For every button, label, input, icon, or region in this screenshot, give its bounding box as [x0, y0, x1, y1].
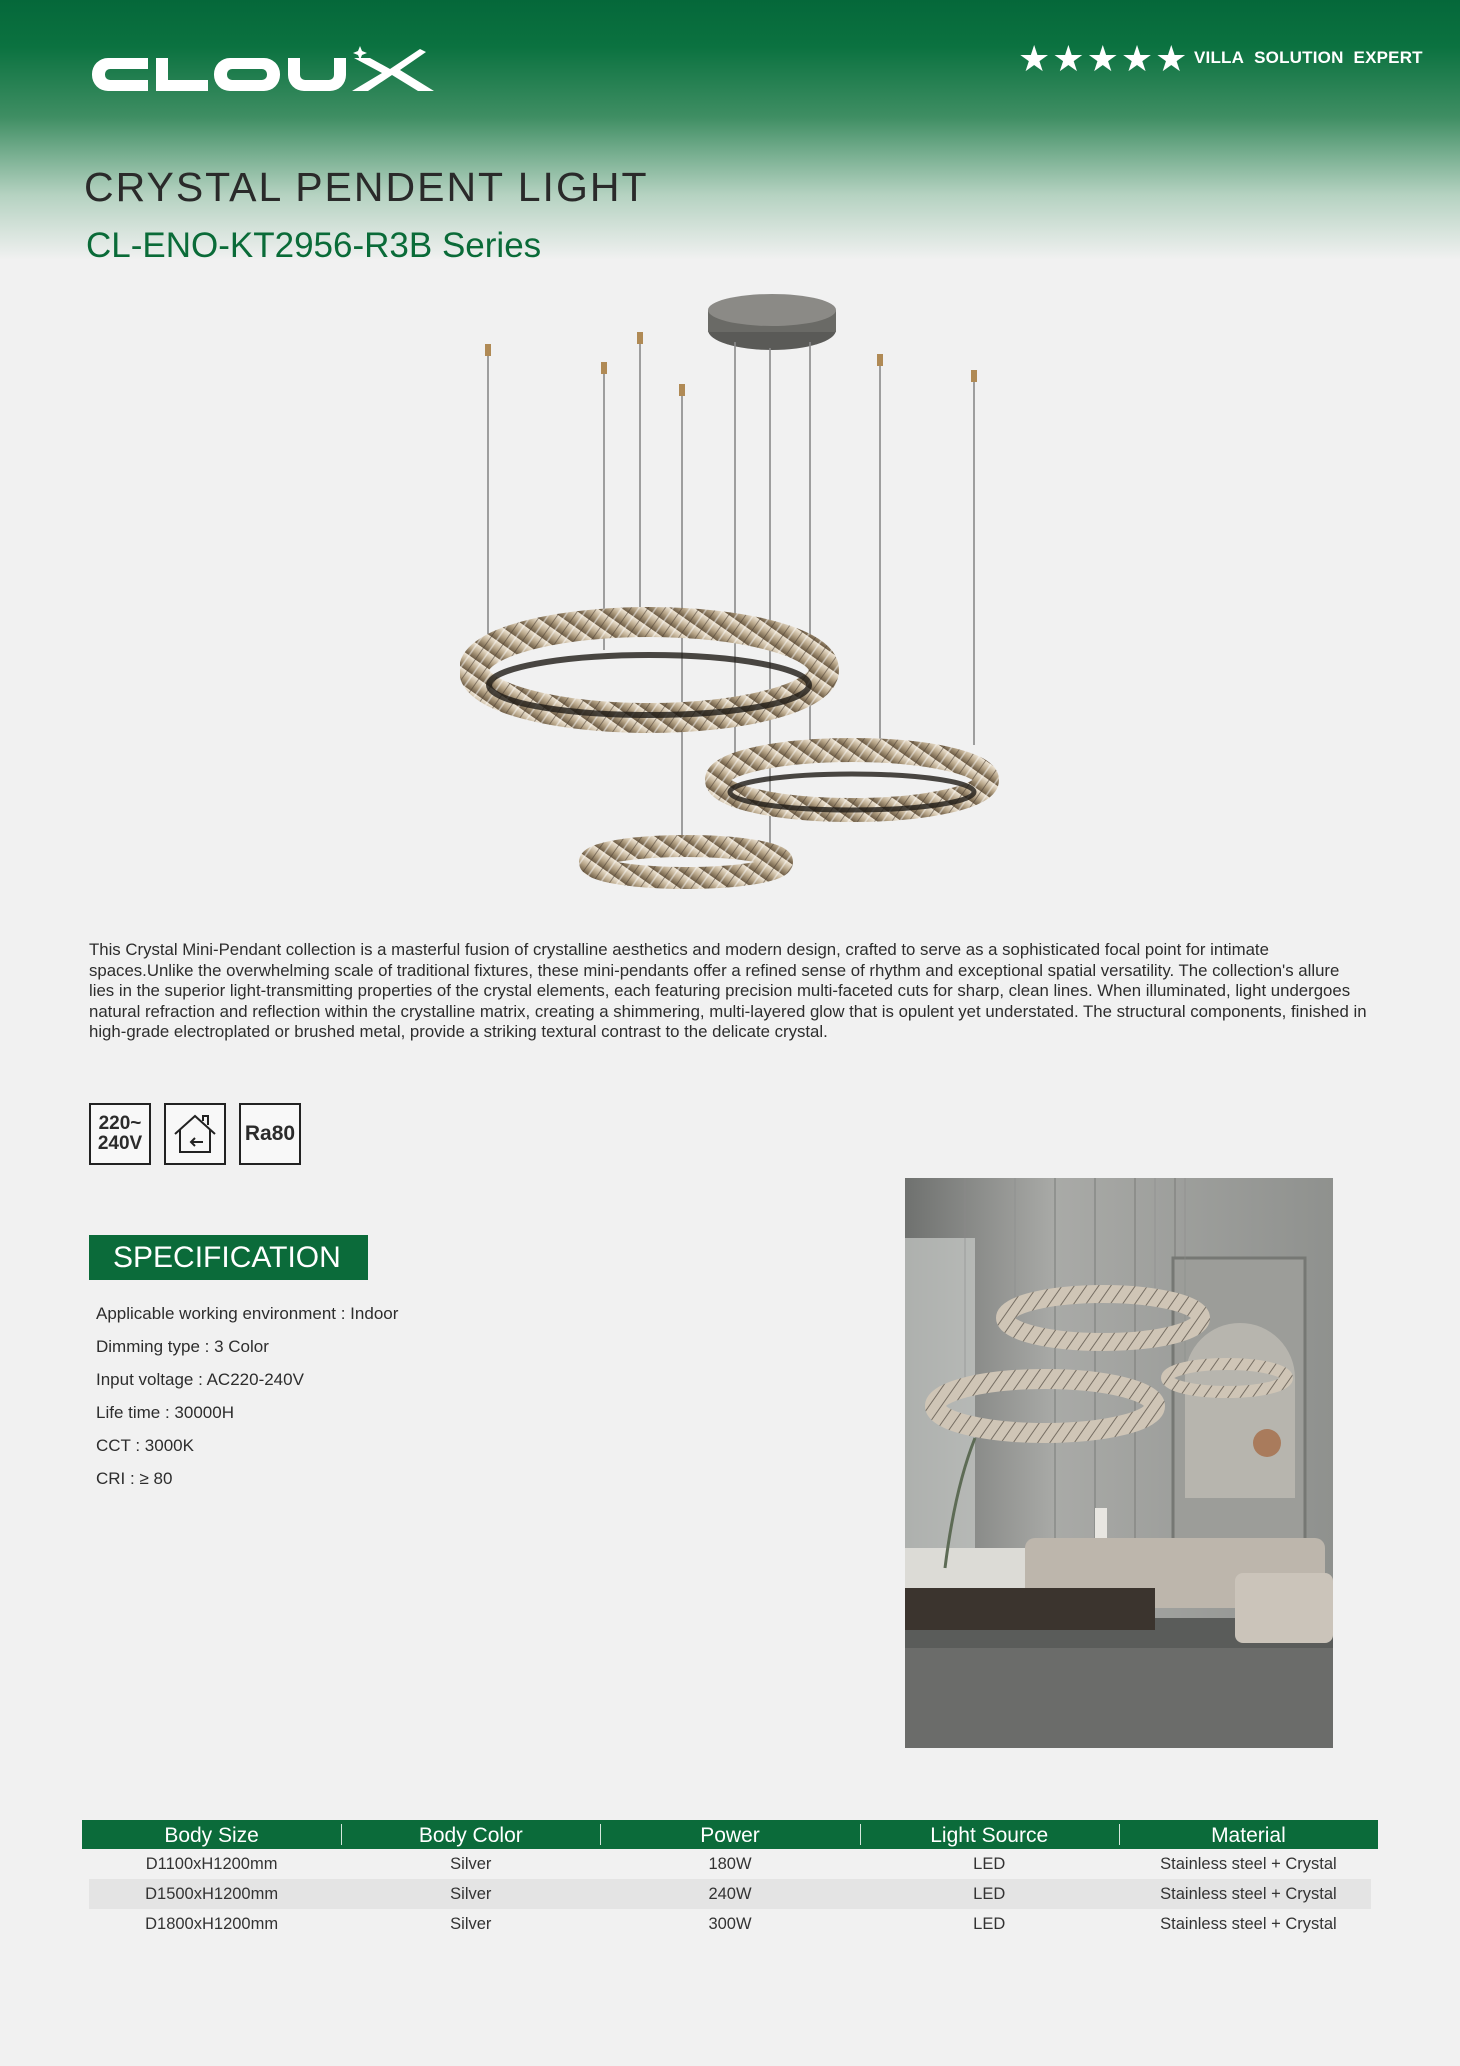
- table-cell: D1100xH1200mm: [145, 1855, 278, 1873]
- col-light-source: Light Source: [860, 1820, 1119, 1849]
- series-subtitle: CL-ENO-KT2956-R3B Series: [86, 226, 542, 265]
- voltage-line-2: 240V: [97, 1133, 143, 1154]
- specification-list: [96, 1304, 398, 1502]
- tagline-word: SOLUTION: [1254, 48, 1344, 67]
- col-power: Power: [600, 1820, 859, 1849]
- spec-item: Dimming type : 3 Color: [96, 1337, 269, 1356]
- voltage-line-1: 220~: [98, 1113, 142, 1134]
- cri-badge: [239, 1103, 301, 1165]
- star-icon: ★: [1120, 38, 1154, 79]
- table-row: [89, 1909, 1371, 1939]
- table-cell: LED: [973, 1915, 1006, 1933]
- table-cell: 300W: [708, 1915, 752, 1933]
- room-scene-image: [905, 1178, 1333, 1748]
- table-cell: 240W: [708, 1885, 752, 1903]
- indoor-house-icon: [171, 1112, 219, 1156]
- voltage-badge: [89, 1103, 151, 1165]
- table-cell: Silver: [450, 1885, 492, 1903]
- star-icon: ★: [1018, 38, 1051, 79]
- spec-item: Applicable working environment : Indoor: [96, 1304, 399, 1323]
- table-cell: Silver: [450, 1855, 492, 1873]
- rating-stars: [1018, 40, 1189, 78]
- spec-item: Life time : 30000H: [96, 1403, 234, 1422]
- header-gradient-band: [0, 0, 1460, 260]
- cloux-logo: [84, 44, 436, 100]
- feature-badges: [89, 1103, 314, 1165]
- cri-badge-label: Ra80: [244, 1122, 296, 1145]
- spec-item: CCT : 3000K: [96, 1436, 194, 1455]
- table-cell: LED: [973, 1885, 1006, 1903]
- table-row: [89, 1879, 1371, 1909]
- table-cell: Stainless steel + Crystal: [1160, 1915, 1337, 1933]
- col-material: Material: [1119, 1820, 1378, 1849]
- page-title: CRYSTAL PENDENT LIGHT: [84, 164, 649, 210]
- star-icon: ★: [1052, 38, 1085, 79]
- star-icon: ★: [1155, 38, 1188, 79]
- table-cell: LED: [973, 1855, 1006, 1873]
- table-cell: D1500xH1200mm: [145, 1885, 279, 1903]
- col-body-color: Body Color: [341, 1820, 600, 1849]
- spec-item: Input voltage : AC220-240V: [96, 1370, 304, 1389]
- table-row: [89, 1849, 1371, 1879]
- star-icon: ★: [1086, 38, 1119, 79]
- tagline-word: VILLA: [1194, 48, 1245, 67]
- spec-item: CRI : ≥ 80: [96, 1469, 173, 1488]
- indoor-badge: [164, 1103, 226, 1165]
- product-description: This Crystal Mini-Pendant collection is a masterful fusion of crystalline aesthetics and modern design, crafted to serve as a sophisticated focal point for intimate spaces.Unlike the overwhelming scale of traditional fixtures, these mini-pendants offer a refined sense of rhythm and exceptional spatial versatility. The collection's allure lies in the superior light-transmitting properties of the crystal elements, each featuring precision multi-faceted cuts for sharp, clean lines. When illuminated, light undergoes natural refraction and reflection within the crystalline matrix, creating a shimmering, multi-layered glow that is opulent yet understated. The structural components, finished in high-grade electroplated or brushed metal, provide a striking textural contrast to the delicate crystal.: [89, 940, 1367, 1041]
- table-cell: D1800xH1200mm: [145, 1915, 279, 1933]
- tagline: [1194, 48, 1423, 68]
- table-cell: 180W: [708, 1855, 752, 1873]
- specification-heading: SPECIFICATION: [89, 1235, 368, 1280]
- table-header: [82, 1820, 1378, 1849]
- col-body-size: Body Size: [164, 1824, 259, 1847]
- table-cell: Silver: [450, 1915, 492, 1933]
- table-cell: Stainless steel + Crystal: [1160, 1885, 1337, 1903]
- table-cell: Stainless steel + Crystal: [1160, 1855, 1337, 1873]
- product-table: [82, 1820, 1378, 1939]
- tagline-word: EXPERT: [1353, 48, 1423, 67]
- pendant-product-image: [460, 290, 1000, 890]
